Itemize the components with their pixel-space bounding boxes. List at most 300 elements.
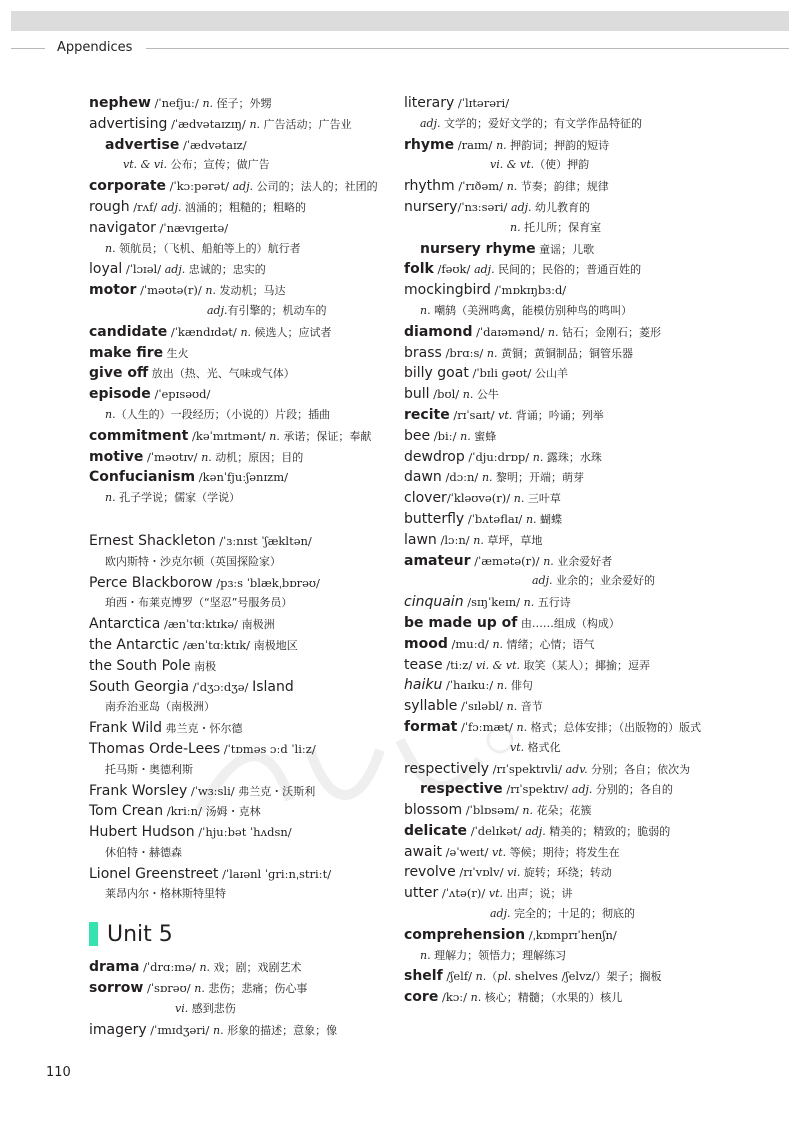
- vocabulary-entry: [404, 197, 724, 218]
- vocabulary-entry: [404, 239, 724, 260]
- headword: tease: [404, 656, 443, 673]
- vocabulary-entry: [89, 552, 429, 573]
- part-of-speech: adj.: [164, 263, 186, 277]
- vocabulary-entry: [89, 781, 429, 802]
- vocabulary-entry: [89, 363, 429, 384]
- vocabulary-entry: [404, 447, 724, 468]
- vocabulary-entry: [404, 218, 724, 239]
- phonetic: /rɪˈvɒlv/: [455, 865, 508, 880]
- definition: 有引擎的；机动车的: [227, 303, 327, 317]
- part-of-speech: n.: [506, 180, 518, 194]
- vocabulary-entry: [89, 957, 429, 978]
- part-of-speech: pl.: [497, 970, 512, 984]
- headword: dewdrop: [404, 448, 465, 465]
- part-of-speech: n.: [194, 982, 205, 996]
- definition: 童谣；儿歌: [535, 242, 595, 256]
- vocabulary-entry: [89, 978, 429, 999]
- vocabulary-entry: [404, 946, 724, 967]
- phonetic: /ænˈtɑːktɪkə/: [160, 617, 242, 632]
- phonetic: /ˈædvətaɪzɪŋ/: [167, 116, 250, 131]
- vocabulary-entry: [404, 571, 724, 592]
- header-rule-right: [146, 48, 789, 49]
- phonetic: /rɪˈspektɪv/: [502, 782, 572, 797]
- definition: 欧内斯特・沙克尔顿（英国探险家）: [105, 554, 281, 568]
- phonetic: /ˈdrɑːmə/: [139, 960, 200, 975]
- headword: rough: [89, 198, 130, 215]
- definition: 南极地区: [253, 638, 298, 652]
- part-of-speech: n.: [523, 596, 535, 610]
- phonetic: /ˈhaɪkuː/: [442, 678, 497, 693]
- vocabulary-entry: [89, 488, 429, 509]
- headword: Antarctica: [89, 616, 161, 633]
- definition: （人生的）一段经历；（小说的）片段；插曲: [115, 407, 331, 421]
- right-vocabulary-column: [404, 93, 724, 1008]
- phonetic: /fəʊk/: [433, 262, 475, 277]
- vocabulary-entry: [404, 405, 724, 426]
- headword: cinquain: [404, 594, 464, 611]
- headword: sorrow: [89, 980, 144, 997]
- phonetic: /rɪˈspektɪvli/: [489, 761, 566, 776]
- headword: be made up of: [404, 614, 518, 631]
- definition: 珀西・布莱克博罗（“坚忍”号服务员）: [105, 596, 293, 610]
- running-header: Appendices: [57, 40, 133, 55]
- part-of-speech: n.: [240, 325, 252, 339]
- definition: （使）押韵: [534, 158, 590, 172]
- vocabulary-entry: [404, 655, 724, 676]
- vocabulary-entry: [404, 530, 724, 551]
- definition: 汹涌的；粗糙的；粗略的: [181, 200, 306, 214]
- headword: blossom: [404, 802, 463, 819]
- headword: brass: [404, 344, 442, 361]
- vocabulary-entry: [89, 135, 429, 156]
- phonetic: /raɪm/: [454, 137, 497, 152]
- headword: rhythm: [404, 178, 455, 195]
- phonetic: /ˈæmətə(r)/: [470, 553, 544, 568]
- vocabulary-entry: [404, 966, 724, 987]
- vocabulary-entry: [89, 999, 429, 1020]
- part-of-speech: n.: [473, 533, 484, 547]
- headword: haiku: [404, 677, 443, 694]
- part-of-speech: n.: [460, 429, 471, 443]
- definition: 弗兰克・沃斯利: [238, 784, 316, 798]
- vocabulary-entry: [89, 884, 429, 905]
- part-of-speech: n.: [525, 512, 537, 526]
- left-vocabulary-column: [89, 93, 429, 1040]
- phonetic: /ænˈtɑːktɪk/: [179, 637, 254, 652]
- phonetic: /lɔːn/: [436, 532, 474, 547]
- phonetic: /bʊl/: [429, 387, 463, 402]
- definition: 精美的；精致的；脆弱的: [545, 824, 671, 838]
- phonetic: /rɪˈsaɪt/: [449, 407, 499, 422]
- vocabulary-entry: [404, 904, 724, 925]
- vocabulary-entry: [404, 779, 724, 800]
- phonetic: /kriːn/: [163, 804, 206, 819]
- unit-heading: [89, 919, 429, 949]
- definition: 取笑（某人）；揶揄；逗弄: [520, 658, 651, 672]
- vocabulary-entry: [404, 509, 724, 530]
- phonetic: /ˈdaɪəmənd/: [472, 324, 548, 339]
- vocabulary-entry: [89, 1020, 429, 1041]
- definition: 五行诗: [534, 596, 571, 610]
- vocabulary-entry: [89, 239, 429, 260]
- part-of-speech: adj.: [571, 783, 593, 797]
- phonetic: /ˈsɒrəʊ/: [143, 981, 195, 996]
- part-of-speech: n.: [202, 97, 214, 110]
- vocabulary-entry: [89, 656, 429, 677]
- headword: respective: [420, 781, 503, 798]
- headword: motive: [89, 448, 144, 465]
- vocabulary-entry: [404, 135, 724, 156]
- headword: await: [404, 843, 442, 860]
- phonetic: /brɑːs/: [441, 345, 487, 360]
- vocabulary-entry: [404, 842, 724, 863]
- definition: 花朵；花簇: [532, 804, 592, 818]
- vocabulary-entry: [89, 176, 429, 197]
- phonetic: /kəˈmɪtmənt/: [188, 428, 270, 443]
- headword: amateur: [404, 552, 471, 569]
- vocabulary-entry: [89, 322, 429, 343]
- headword: episode: [89, 386, 151, 403]
- vocabulary-entry: [404, 343, 724, 364]
- headword: imagery: [89, 1021, 147, 1038]
- part-of-speech: n.: [199, 961, 211, 975]
- phonetic: /ˈɪmɪdʒəri/: [146, 1022, 213, 1037]
- definition: 蜜蜂: [470, 429, 497, 443]
- vocabulary-entry: [404, 114, 724, 135]
- vocabulary-entry: [89, 635, 429, 656]
- definition: 出声；说；讲: [503, 887, 573, 901]
- part-of-speech: adv.: [565, 762, 588, 776]
- part-of-speech: adj.: [232, 180, 254, 194]
- definition: 广告活动；广告业: [260, 117, 352, 131]
- definition: 黄铜；黄铜制品；铜管乐器: [497, 346, 633, 360]
- vocabulary-entry: [404, 862, 724, 883]
- headword: clover: [404, 490, 447, 507]
- definition: 格式；总体安排；（出版物的）版式: [527, 720, 702, 734]
- vocabulary-entry: [89, 467, 429, 488]
- headword: candidate: [89, 323, 168, 340]
- phonetic: /ˈtɒməs ɔːd ˈliːz/: [220, 741, 316, 756]
- phonetic: /ˈməʊtɪv/: [143, 449, 202, 464]
- phonetic: /dɔːn/: [441, 470, 482, 485]
- definition: 孔子学说；儒家（学说）: [115, 491, 241, 505]
- phonetic: /ˈlɔɪəl/: [122, 262, 165, 277]
- phonetic: /ˈkləʊvə(r)/: [446, 491, 514, 506]
- part-of-speech: n.: [481, 471, 493, 485]
- section-gap: [89, 509, 429, 531]
- vocabulary-entry: [89, 718, 429, 739]
- part-of-speech: n.: [462, 388, 474, 402]
- part-of-speech: n.: [516, 720, 528, 734]
- phonetic: /ˈʌtə(r)/: [438, 886, 489, 901]
- definition: 公牛: [473, 388, 499, 402]
- phonetic: /ˈhjuːbət ˈhʌdsn/: [194, 825, 292, 840]
- vocabulary-entry: [404, 883, 724, 904]
- vocabulary-entry: [404, 301, 724, 322]
- vocabulary-entry: [89, 343, 429, 364]
- headword: folk: [404, 261, 434, 278]
- vocabulary-entry: [89, 593, 429, 614]
- part-of-speech: n.: [543, 554, 554, 568]
- phonetic: /ˈwɜːsli/: [187, 783, 239, 798]
- definition: 莱昂内尔・格林斯特里特: [105, 887, 226, 901]
- definition: 候选人；应试者: [251, 325, 332, 339]
- vocabulary-entry: [89, 155, 429, 176]
- definition: 三叶草: [524, 492, 561, 506]
- phonetic: /ˈepɪsəʊd/: [150, 387, 211, 402]
- vocabulary-entry: [89, 531, 429, 552]
- part-of-speech: n.: [205, 284, 216, 298]
- headword: nursery rhyme: [420, 240, 536, 257]
- vocabulary-entry: [89, 864, 429, 885]
- part-of-speech: n.: [420, 948, 431, 962]
- definition: 理解力；领悟力；理解练习: [430, 948, 567, 962]
- headword: drama: [89, 959, 140, 976]
- vocabulary-entry: [404, 821, 724, 842]
- headword: corporate: [89, 178, 166, 195]
- vocabulary-entry: [89, 426, 429, 447]
- vocabulary-entry: [89, 197, 429, 218]
- headword: Confucianism: [89, 469, 196, 486]
- part-of-speech: n.: [201, 450, 212, 464]
- phonetic: /ˈdjuːdrɒp/: [464, 449, 533, 464]
- vocabulary-entry: [404, 322, 724, 343]
- phonetic: /kənˈfjuːʃənɪzm/: [195, 470, 288, 485]
- headword: navigator: [89, 219, 156, 236]
- phonetic: /ʃelf/: [442, 969, 476, 984]
- vocabulary-entry: [89, 843, 429, 864]
- phonetic: /ˈblɒsəm/: [462, 803, 523, 818]
- headword: advertising: [89, 115, 168, 132]
- headword: recite: [404, 406, 450, 423]
- part-of-speech: vi. & vt.: [490, 158, 535, 172]
- headword: literary: [404, 95, 455, 111]
- definition: 露珠；水珠: [543, 450, 602, 464]
- definition: 格式化: [524, 740, 561, 754]
- definition: 公布；宣传；做广告: [167, 158, 270, 172]
- headword: Tom Crean: [89, 803, 164, 820]
- phonetic: /kɔː/: [438, 990, 471, 1005]
- vocabulary-entry: [404, 800, 724, 821]
- definition: 核心；精髓；（水果的）核儿: [481, 991, 623, 1005]
- headword: Frank Wild: [89, 720, 163, 737]
- headword: nursery: [404, 198, 458, 215]
- definition: 休伯特・赫德森: [105, 845, 182, 859]
- phonetic: /ˈædvətaɪz/: [179, 137, 247, 152]
- phonetic: /ˈnɜːsəri/: [457, 199, 512, 214]
- definition: 音节: [517, 700, 543, 714]
- part-of-speech: n.: [470, 991, 482, 1005]
- part-of-speech: adj.: [525, 824, 546, 838]
- definition: 发动机；马达: [215, 284, 286, 298]
- part-of-speech: vt.: [498, 408, 513, 422]
- vocabulary-entry: [89, 301, 429, 322]
- part-of-speech: n.: [496, 138, 507, 152]
- phonetic: /rʌf/: [129, 199, 161, 214]
- unit-title: Unit 5: [107, 921, 173, 947]
- vocabulary-entry: [404, 634, 724, 655]
- phonetic: /ˈsɪləbl/: [457, 699, 507, 714]
- vocabulary-entry: [404, 259, 724, 280]
- part-of-speech: vt.: [488, 887, 503, 901]
- page-number: 110: [46, 1065, 71, 1080]
- vocabulary-entry: [404, 592, 724, 613]
- phonetic: /biː/: [430, 428, 461, 443]
- vocabulary-entry: [89, 405, 429, 426]
- vocabulary-entry: [404, 363, 724, 384]
- part-of-speech: vi.: [175, 1001, 189, 1015]
- headword: respectively: [404, 760, 490, 777]
- definition: 押韵词；押韵的短诗: [506, 138, 610, 152]
- vocabulary-entry: [89, 259, 429, 280]
- phonetic: /ˈkɔːpərət/: [166, 179, 233, 194]
- definition: 公司的；法人的；社团的: [253, 180, 378, 194]
- vocabulary-entry: [404, 488, 724, 509]
- headword: format: [404, 718, 458, 735]
- phonetic: /ˈbɪli ɡəʊt/: [468, 366, 536, 381]
- part-of-speech: n.: [547, 325, 559, 339]
- definition: 托儿所；保育室: [520, 220, 602, 234]
- vocabulary-entry: [404, 759, 724, 780]
- headword: nephew: [89, 95, 151, 111]
- definition: 托马斯・奥德利斯: [105, 762, 193, 776]
- headword: lawn: [404, 531, 437, 548]
- headword: comprehension: [404, 926, 526, 943]
- part-of-speech: n.: [105, 491, 116, 505]
- headword: utter: [404, 885, 439, 902]
- part-of-speech: vt.: [510, 740, 525, 754]
- definition: 动机；原因；目的: [211, 450, 304, 464]
- part-of-speech: n.: [506, 700, 518, 714]
- part-of-speech: n.: [486, 346, 498, 360]
- phonetic: /ˈfɔːmæt/: [457, 719, 517, 734]
- headword: core: [404, 989, 439, 1006]
- headword: bull: [404, 386, 430, 403]
- vocabulary-entry: [404, 551, 724, 572]
- definition: 分别的；各自的: [592, 783, 673, 797]
- part-of-speech: adj.: [160, 200, 182, 214]
- headword: Perce Blackborow: [89, 574, 213, 591]
- part-of-speech: vt.: [491, 845, 507, 859]
- definition: 旋转；环绕；转动: [520, 866, 612, 880]
- phonetic: /ˈbʌtəflaɪ/: [464, 511, 526, 526]
- headword: revolve: [404, 864, 456, 881]
- headword: syllable: [404, 698, 458, 715]
- definition: 完全的；十足的；彻底的: [510, 907, 636, 921]
- vocabulary-entry: [404, 176, 724, 197]
- definition: 文学的；爱好文学的；有文学作品特征的: [440, 116, 643, 130]
- definition: 背诵；吟诵；列举: [512, 408, 604, 422]
- definition: 民间的；民俗的；普通百姓的: [494, 263, 642, 277]
- part-of-speech: n.: [475, 970, 487, 984]
- definition: 分别；各自；依次为: [587, 762, 691, 776]
- part-of-speech: n.: [510, 220, 521, 234]
- definition: 由……组成（构成）: [517, 616, 620, 630]
- definition: 业余爱好者: [553, 554, 613, 568]
- vocabulary-entry: [404, 738, 724, 759]
- phonetic: shelves /ʃelvz/: [511, 969, 596, 984]
- phonetic: /ˈdʒɔːdʒə/: [189, 679, 253, 694]
- definition: 等候；期待；将发生在: [506, 845, 620, 859]
- part-of-speech: n.: [212, 1023, 224, 1037]
- vocabulary-entry: [89, 697, 429, 718]
- vocabulary-entry: [404, 93, 724, 114]
- phonetic: /əˈweɪt/: [442, 844, 492, 859]
- definition: 南极: [190, 659, 217, 673]
- part-of-speech: n.: [269, 429, 280, 443]
- part-of-speech: n.: [532, 450, 544, 464]
- phonetic: /ˈnefjuː/: [150, 96, 203, 110]
- part-of-speech: n.: [492, 637, 504, 651]
- headword: South Georgia: [89, 678, 190, 695]
- phonetic: /ˈmɒkɪŋbɜːd/: [490, 283, 567, 298]
- phonetic: /pɜːs ˈblækˌbɒrəʊ/: [212, 575, 320, 590]
- headword: shelf: [404, 968, 443, 985]
- vocabulary-entry: [89, 93, 429, 114]
- phonetic: /ˈdelɪkət/: [467, 823, 526, 838]
- headword: butterfly: [404, 510, 465, 527]
- vocabulary-entry: [404, 925, 724, 946]
- vocabulary-entry: [404, 613, 724, 634]
- definition: 钻石；金刚石；菱形: [558, 325, 661, 339]
- part-of-speech: n.: [513, 492, 525, 506]
- definition: 感到悲伤: [188, 1001, 236, 1015]
- headword: mood: [404, 635, 448, 652]
- headword: the South Pole: [89, 657, 191, 674]
- headword: Hubert Hudson: [89, 824, 195, 841]
- vocabulary-entry: [404, 675, 724, 696]
- definition: 业余的；业余爱好的: [552, 574, 656, 588]
- part-of-speech: adj.: [420, 116, 441, 130]
- headword: give off: [89, 365, 149, 382]
- vocabulary-entry: [89, 447, 429, 468]
- definition: 黎明；开端；萌芽: [492, 471, 585, 485]
- vocabulary-entry: [89, 384, 429, 405]
- part-of-speech: adj.: [532, 574, 553, 588]
- phonetic: /ˌkɒmprɪˈhenʃn/: [525, 927, 617, 942]
- top-band: [11, 11, 789, 31]
- headword: make fire: [89, 344, 164, 361]
- headword: bee: [404, 427, 431, 444]
- vocabulary-entry: [89, 760, 429, 781]
- phonetic: /ˈlaɪənl ˈɡriːnˌstriːt/: [218, 866, 332, 881]
- part-of-speech: adj.: [511, 200, 532, 214]
- definition: 放出（热、光、气味或气体）: [148, 367, 295, 381]
- definition: 草坪，草地: [483, 533, 543, 547]
- headword: motor: [89, 282, 137, 299]
- part-of-speech: adj.: [207, 303, 228, 317]
- headword: loyal: [89, 261, 123, 278]
- part-of-speech: vt. & vi.: [123, 158, 168, 172]
- vocabulary-entry: [89, 739, 429, 760]
- definition: 生火: [163, 346, 189, 360]
- definition: ）架子；搁板: [595, 970, 662, 984]
- definition: （: [486, 970, 498, 984]
- part-of-speech: n.: [496, 679, 508, 693]
- vocabulary-entry: [89, 801, 429, 822]
- definition: 节奏；韵律；规律: [517, 180, 609, 194]
- vocabulary-entry: [404, 696, 724, 717]
- headword: Lionel Greenstreet: [89, 865, 219, 882]
- phonetic: /ˈrɪðəm/: [454, 179, 507, 194]
- headword: rhyme: [404, 136, 455, 153]
- definition: 悲伤；悲痛；伤心事: [204, 982, 308, 996]
- vocabulary-entry: [404, 987, 724, 1008]
- definition: 俳句: [507, 679, 533, 693]
- headword: mockingbird: [404, 282, 491, 299]
- definition: 戏；剧；戏剧艺术: [210, 961, 302, 975]
- definition: 南乔治亚岛（南极洲）: [105, 700, 215, 714]
